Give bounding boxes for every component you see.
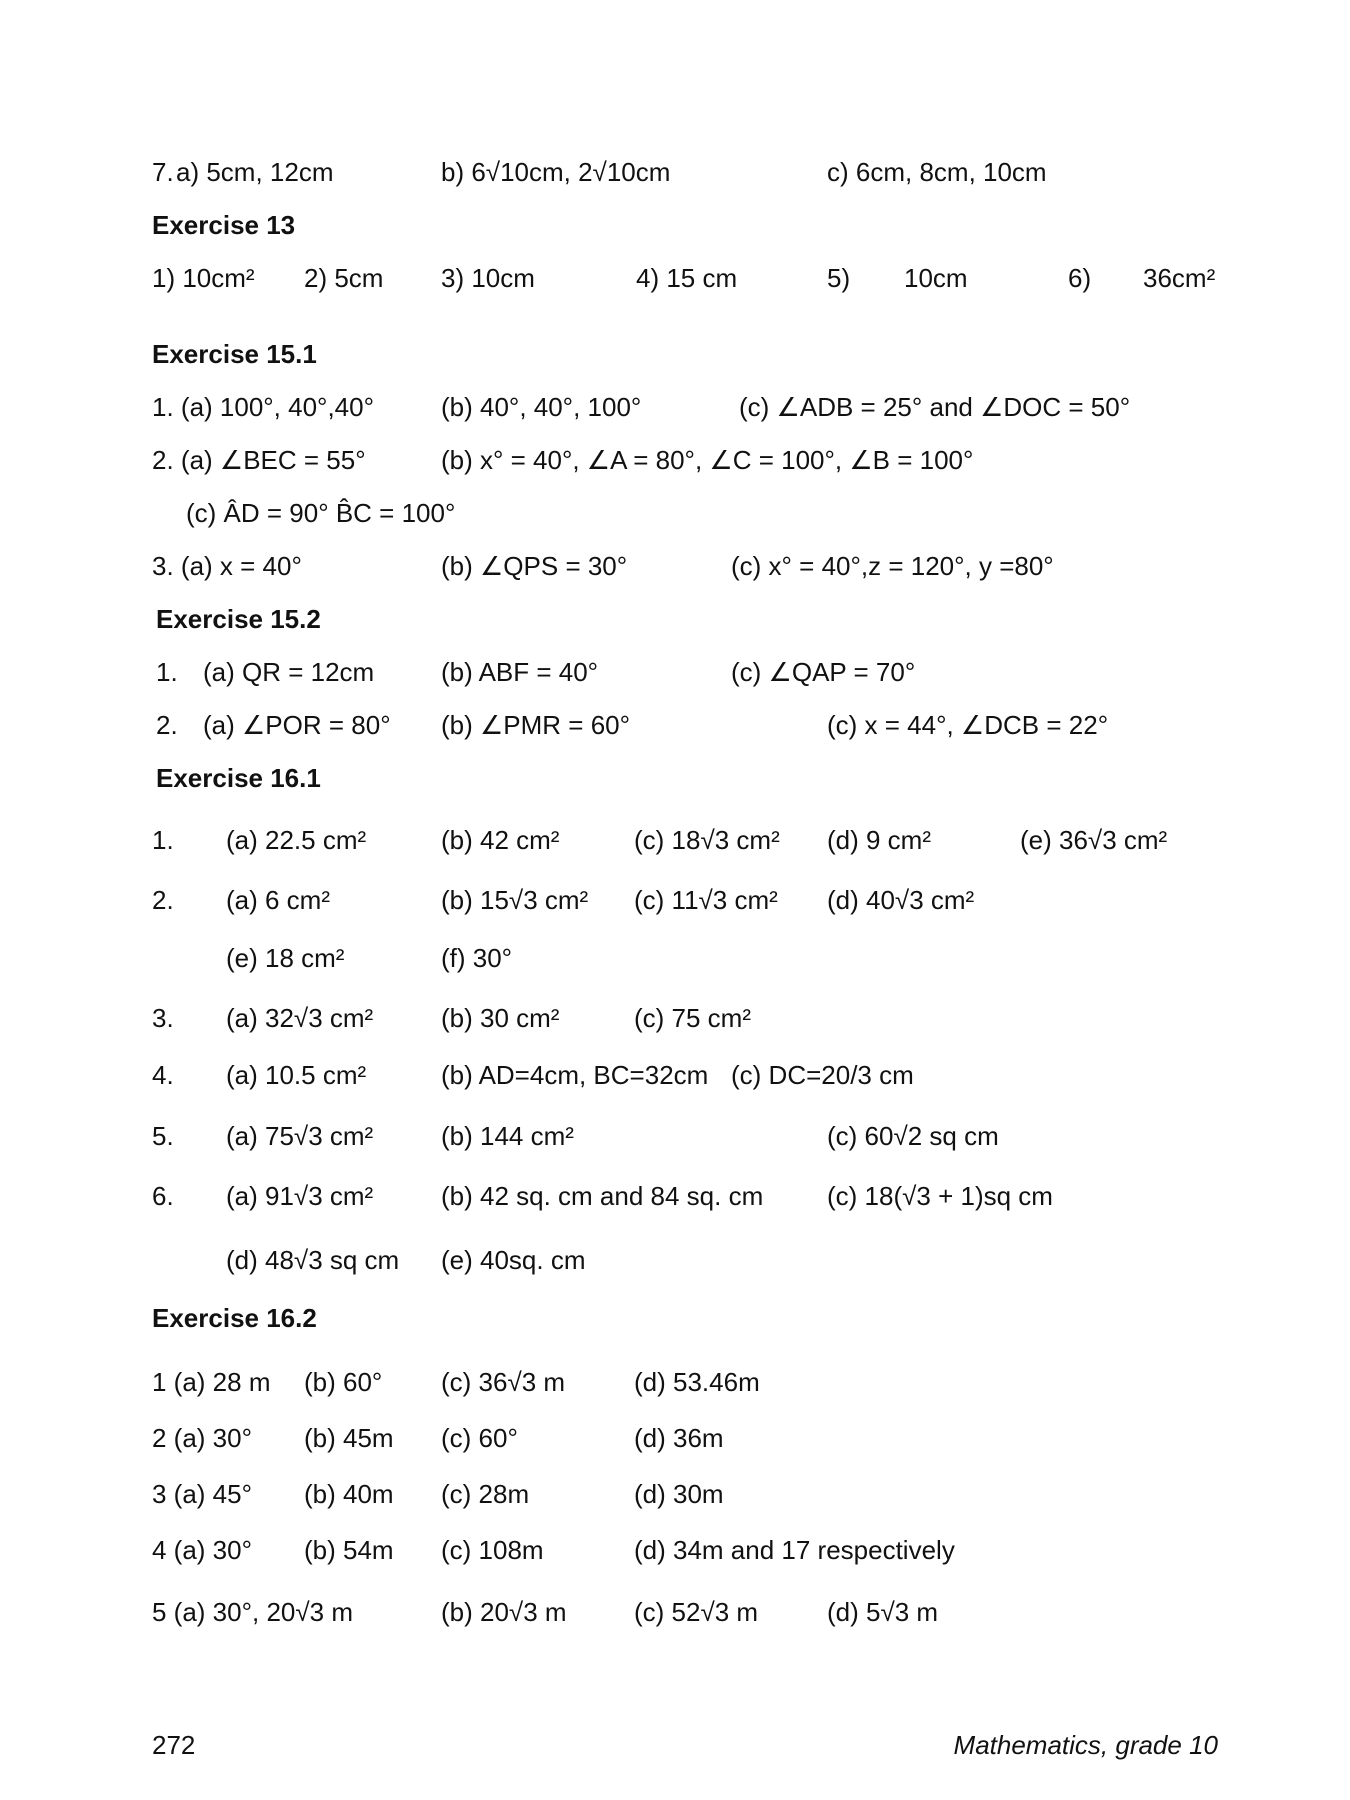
- ex161-q1-number: 1.: [152, 825, 174, 855]
- ex162-q2-d: (d) 36m: [634, 1423, 724, 1453]
- ex151-q2-row: [0, 440, 1350, 480]
- ex161-q3-a: (a) 32√3 cm²: [226, 1003, 374, 1033]
- ex162-q3-a: 3 (a) 45°: [152, 1479, 253, 1509]
- ex162-q4-b: (b) 54m: [304, 1535, 394, 1565]
- ex162-q2-row: [0, 1418, 1350, 1458]
- ex161-q6-row: [0, 1176, 1350, 1216]
- ex161-q1-e: (e) 36√3 cm²: [1020, 825, 1168, 855]
- ex161-q2-e: (e) 18 cm²: [226, 943, 345, 973]
- ex161-q1-b: (b) 42 cm²: [441, 825, 560, 855]
- ex162-q5-c: (c) 52√3 m: [634, 1597, 759, 1627]
- ex161-q1-a: (a) 22.5 cm²: [226, 825, 367, 855]
- ex151-q2-b: (b) x° = 40°, ∠A = 80°, ∠C = 100°, ∠B = 100°: [441, 445, 974, 475]
- ex162-q4-c: (c) 108m: [441, 1535, 544, 1565]
- ex162-q5-d: (d) 5√3 m: [827, 1597, 939, 1627]
- ex162-q3-c: (c) 28m: [441, 1479, 530, 1509]
- ex7-a: a) 5cm, 12cm: [176, 157, 334, 187]
- ex151-q3-c: (c) x° = 40°,z = 120°, y =80°: [731, 551, 1054, 581]
- ex161-q2-f: (f) 30°: [441, 943, 513, 973]
- ex161-q4-b: (b) AD=4cm, BC=32cm: [441, 1060, 709, 1090]
- ex151-q2-c: (c) ÂD = 90° B̂C = 100°: [186, 498, 456, 528]
- ex13-answer-2: 2) 5cm: [304, 263, 384, 293]
- ex162-q5-a: 5 (a) 30°, 20√3 m: [152, 1597, 353, 1627]
- ex161-q6-number: 6.: [152, 1181, 174, 1211]
- ex162-q2-c: (c) 60°: [441, 1423, 518, 1453]
- ex161-q3-number: 3.: [152, 1003, 174, 1033]
- ex161-q2-a: (a) 6 cm²: [226, 885, 330, 915]
- ex13-answer-5-label: 5): [827, 263, 851, 293]
- ex7-row: [0, 152, 1350, 192]
- page-number: 272: [152, 1730, 196, 1760]
- ex152-q1-b: (b) ABF = 40°: [441, 657, 599, 687]
- book-title: Mathematics, grade 10: [953, 1730, 1218, 1760]
- exercise-15-1-heading: Exercise 15.1: [152, 339, 317, 369]
- ex162-q3-d: (d) 30m: [634, 1479, 724, 1509]
- ex161-q6-b: (b) 42 sq. cm and 84 sq. cm: [441, 1181, 764, 1211]
- ex161-q2-b: (b) 15√3 cm²: [441, 885, 589, 915]
- ex162-q4-a: 4 (a) 30°: [152, 1535, 253, 1565]
- ex161-q4-row: [0, 1055, 1350, 1095]
- ex161-q2b-row: [0, 938, 1350, 978]
- ex161-q1-row: [0, 820, 1350, 860]
- ex7-number: 7.: [152, 157, 174, 187]
- ex162-q1-row: [0, 1362, 1350, 1402]
- ex161-q2-c: (c) 11√3 cm²: [634, 885, 778, 915]
- ex161-q5-a: (a) 75√3 cm²: [226, 1121, 374, 1151]
- ex161-q5-c: (c) 60√2 sq cm: [827, 1121, 999, 1151]
- ex161-q6-c: (c) 18(√3 + 1)sq cm: [827, 1181, 1053, 1211]
- ex13-answer-5-value: 10cm: [904, 263, 968, 293]
- ex161-q6-a: (a) 91√3 cm²: [226, 1181, 374, 1211]
- ex151-q3-row: [0, 546, 1350, 586]
- ex13-answer-4: 4) 15 cm: [636, 263, 738, 293]
- ex162-q4-d: (d) 34m and 17 respectively: [634, 1535, 955, 1565]
- ex162-q4-row: [0, 1530, 1350, 1570]
- ex13-answer-6-value: 36cm²: [1143, 263, 1216, 293]
- ex161-q4-c: (c) DC=20/3 cm: [731, 1060, 914, 1090]
- ex151-q1-b: (b) 40°, 40°, 100°: [441, 392, 642, 422]
- ex161-q5-b: (b) 144 cm²: [441, 1121, 574, 1151]
- ex162-q5-b: (b) 20√3 m: [441, 1597, 567, 1627]
- ex151-q3-b: (b) ∠QPS = 30°: [441, 551, 628, 581]
- ex152-q1-a: (a) QR = 12cm: [203, 657, 375, 687]
- ex161-q1-d: (d) 9 cm²: [827, 825, 931, 855]
- ex162-q3-b: (b) 40m: [304, 1479, 394, 1509]
- ex162-q2-a: 2 (a) 30°: [152, 1423, 253, 1453]
- ex151-q3-a: 3. (a) x = 40°: [152, 551, 302, 581]
- ex161-q4-number: 4.: [152, 1060, 174, 1090]
- ex161-q4-a: (a) 10.5 cm²: [226, 1060, 367, 1090]
- ex13-answer-6-label: 6): [1068, 263, 1092, 293]
- exercise-13-heading: Exercise 13: [152, 210, 296, 240]
- ex162-q1-d: (d) 53.46m: [634, 1367, 760, 1397]
- ex152-q1-row: [0, 652, 1350, 692]
- exercise-16-2-heading: Exercise 16.2: [152, 1303, 317, 1333]
- ex7-b: b) 6√10cm, 2√10cm: [441, 157, 671, 187]
- ex161-q2-row: [0, 880, 1350, 920]
- ex13-answer-1: 1) 10cm²: [152, 263, 255, 293]
- ex161-q5-number: 5.: [152, 1121, 174, 1151]
- ex151-q1-c: (c) ∠ADB = 25° and ∠DOC = 50°: [739, 392, 1131, 422]
- ex152-q2-c: (c) x = 44°, ∠DCB = 22°: [827, 710, 1109, 740]
- ex161-q3-c: (c) 75 cm²: [634, 1003, 751, 1033]
- ex161-q2-number: 2.: [152, 885, 174, 915]
- ex152-q2-b: (b) ∠PMR = 60°: [441, 710, 631, 740]
- ex151-q1-a: 1. (a) 100°, 40°,40°: [152, 392, 374, 422]
- ex151-q2-a: 2. (a) ∠BEC = 55°: [152, 445, 366, 475]
- ex161-q3-b: (b) 30 cm²: [441, 1003, 560, 1033]
- ex152-q2-number: 2.: [156, 710, 178, 740]
- ex162-q5-row: [0, 1592, 1350, 1632]
- ex152-q2-row: [0, 705, 1350, 745]
- exercise-15-2-heading: Exercise 15.2: [156, 604, 321, 634]
- ex13-row: [0, 258, 1350, 298]
- ex152-q1-number: 1.: [156, 657, 178, 687]
- ex151-q1-row: [0, 387, 1350, 427]
- ex161-q5-row: [0, 1116, 1350, 1156]
- ex161-q6-e: (e) 40sq. cm: [441, 1245, 586, 1275]
- ex162-q1-b: (b) 60°: [304, 1367, 383, 1397]
- ex13-answer-3: 3) 10cm: [441, 263, 535, 293]
- ex152-q1-c: (c) ∠QAP = 70°: [731, 657, 916, 687]
- ex161-q6b-row: [0, 1240, 1350, 1280]
- ex162-q1-a: 1 (a) 28 m: [152, 1367, 271, 1397]
- ex152-q2-a: (a) ∠POR = 80°: [203, 710, 391, 740]
- ex162-q2-b: (b) 45m: [304, 1423, 394, 1453]
- ex7-c: c) 6cm, 8cm, 10cm: [827, 157, 1047, 187]
- ex161-q3-row: [0, 998, 1350, 1038]
- ex162-q3-row: [0, 1474, 1350, 1514]
- exercise-16-1-heading: Exercise 16.1: [156, 763, 321, 793]
- ex151-q2c-row: [0, 493, 1350, 533]
- ex161-q6-d: (d) 48√3 sq cm: [226, 1245, 400, 1275]
- ex161-q1-c: (c) 18√3 cm²: [634, 825, 780, 855]
- ex161-q2-d: (d) 40√3 cm²: [827, 885, 975, 915]
- ex162-q1-c: (c) 36√3 m: [441, 1367, 566, 1397]
